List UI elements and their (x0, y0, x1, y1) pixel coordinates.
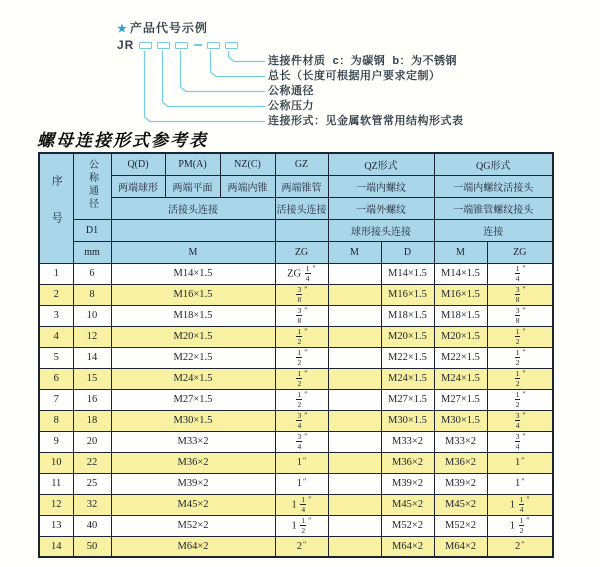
cell-gz: 1″ (275, 452, 328, 473)
cell-m: M20×1.5 (111, 326, 275, 347)
header-col-qg: QG形式 (434, 153, 553, 175)
cell-qz_m (328, 431, 381, 452)
cell-qg_zg: 1 $\frac{1}{2}$ ″ (487, 515, 553, 536)
cell-m: M36×2 (111, 452, 275, 473)
cell-qg_zg: 1 $\frac{1}{4}$ ″ (487, 494, 553, 515)
table-body (39, 263, 553, 557)
cell-gz: $\frac{1}{2}$ ″ (275, 389, 328, 410)
cell-no: 11 (39, 473, 73, 494)
cell-mm: 40 (73, 515, 111, 536)
header-diameter-text: 公称通径 (86, 158, 98, 211)
table-row (39, 263, 553, 284)
star-icon: ★ (117, 23, 128, 35)
header-d1: D1 (73, 219, 111, 241)
cell-qz_m (328, 284, 381, 305)
cell-no: 2 (39, 284, 73, 305)
table-row (39, 368, 553, 389)
header-seq (39, 153, 73, 263)
cell-mm: 32 (73, 494, 111, 515)
header-gz-sub2: 活接头连接 (275, 197, 328, 219)
cell-qg_zg: 1″ (487, 452, 553, 473)
cell-mm: 15 (73, 368, 111, 389)
cell-qg_m: M18×1.5 (434, 305, 487, 326)
product-code-heading-text: 产品代号示例 (129, 21, 208, 35)
cell-qz_m (328, 536, 381, 557)
header-seq-text: 序号 (50, 174, 63, 249)
cell-no: 12 (39, 494, 73, 515)
cell-qg_m: M30×1.5 (434, 410, 487, 431)
header-nz-sub: 两端内锥 (220, 175, 275, 197)
header-blank-a (111, 219, 275, 241)
code-label-pressure: 公称压力 (268, 100, 314, 112)
cell-qz_m (328, 473, 381, 494)
cell-qz_m (328, 347, 381, 368)
cell-m: M30×1.5 (111, 410, 275, 431)
cell-qz_m (328, 515, 381, 536)
cell-m: M33×2 (111, 431, 275, 452)
cell-mm: 6 (73, 263, 111, 284)
cell-qz_d: M52×2 (381, 515, 434, 536)
cell-gz: $\frac{3}{4}$ ″ (275, 431, 328, 452)
table-row (39, 284, 553, 305)
cell-mm: 12 (73, 326, 111, 347)
table-row (39, 347, 553, 368)
header-qz-m: M (328, 241, 381, 263)
cell-qz_d: M30×1.5 (381, 410, 434, 431)
cell-qg_m: M14×1.5 (434, 263, 487, 284)
cell-qz_m (328, 494, 381, 515)
cell-qz_d: M27×1.5 (381, 389, 434, 410)
cell-no: 1 (39, 263, 73, 284)
cell-qz_m (328, 452, 381, 473)
header-gz-sub: 两端锥管 (275, 175, 328, 197)
cell-mm: 10 (73, 305, 111, 326)
cell-qg_zg: $\frac{1}{2}$ ″ (487, 347, 553, 368)
header-union-conn: 活接头连接 (111, 197, 275, 219)
cell-qg_zg: 2″ (487, 536, 553, 557)
cell-qg_zg: $\frac{3}{4}$ ″ (487, 431, 553, 452)
reference-table (38, 152, 554, 558)
cell-gz: $\frac{1}{2}$ ″ (275, 326, 328, 347)
cell-qz_d: M64×2 (381, 536, 434, 557)
cell-no: 8 (39, 410, 73, 431)
code-label-material: 连接件材质 c：为碳钢 b：为不锈钢 (268, 55, 458, 67)
cell-qz_d: M39×2 (381, 473, 434, 494)
table-row (39, 494, 553, 515)
header-qz-sub3: 球形接头连接 (328, 219, 434, 241)
cell-qg_zg: $\frac{3}{8}$ ″ (487, 305, 553, 326)
cell-mm: 20 (73, 431, 111, 452)
header-qz-sub: 一端内螺纹 (328, 175, 434, 197)
table-row (39, 410, 553, 431)
cell-m: M22×1.5 (111, 347, 275, 368)
cell-no: 13 (39, 515, 73, 536)
table-row (39, 473, 553, 494)
cell-qz_d: M36×2 (381, 452, 434, 473)
cell-qz_m (328, 305, 381, 326)
table-row (39, 431, 553, 452)
table-row (39, 389, 553, 410)
header-col-pm: PM(A) (165, 153, 220, 175)
cell-qg_m: M52×2 (434, 515, 487, 536)
cell-qz_d: M16×1.5 (381, 284, 434, 305)
header-col-nz: NZ(C) (220, 153, 275, 175)
cell-gz: 1 $\frac{1}{4}$ ″ (275, 494, 328, 515)
header-qg-zg: ZG (487, 241, 553, 263)
code-labels (268, 54, 464, 129)
cell-m: M45×2 (111, 494, 275, 515)
cell-qg_m: M39×2 (434, 473, 487, 494)
cell-gz: $\frac{1}{2}$ ″ (275, 347, 328, 368)
cell-mm: 25 (73, 473, 111, 494)
table-row (39, 536, 553, 557)
cell-qg_m: M24×1.5 (434, 368, 487, 389)
cell-qz_d: M20×1.5 (381, 326, 434, 347)
table-row (39, 305, 553, 326)
cell-qz_m (328, 368, 381, 389)
header-qz-d: D (381, 241, 434, 263)
cell-mm: 50 (73, 536, 111, 557)
code-label-diameter: 公称通径 (268, 85, 314, 97)
cell-gz: 1 $\frac{1}{2}$ ″ (275, 515, 328, 536)
cell-m: M64×2 (111, 536, 275, 557)
code-label-length: 总长（长度可根据用户要求定制） (268, 70, 441, 82)
table-header (39, 153, 553, 263)
cell-m: M27×1.5 (111, 389, 275, 410)
cell-mm: 16 (73, 389, 111, 410)
cell-qz_m (328, 263, 381, 284)
cell-no: 3 (39, 305, 73, 326)
table-row (39, 452, 553, 473)
cell-qg_zg: $\frac{1}{2}$ ″ (487, 326, 553, 347)
cell-mm: 18 (73, 410, 111, 431)
code-label-connection: 连接形式：见金属软管常用结构形式表 (268, 115, 464, 127)
cell-gz: $\frac{1}{2}$ ″ (275, 368, 328, 389)
header-zg: ZG (275, 241, 328, 263)
cell-no: 5 (39, 347, 73, 368)
header-qg-m: M (434, 241, 487, 263)
cell-qz_d: M18×1.5 (381, 305, 434, 326)
cell-qg_zg: $\frac{3}{8}$ ″ (487, 284, 553, 305)
table-row (39, 326, 553, 347)
cell-qz_d: M24×1.5 (381, 368, 434, 389)
cell-gz: $\frac{3}{4}$ ″ (275, 410, 328, 431)
header-q-sub: 两端球形 (111, 175, 165, 197)
table-title: 螺母连接形式参考表 (37, 131, 208, 151)
cell-no: 9 (39, 431, 73, 452)
cell-no: 4 (39, 326, 73, 347)
header-col-q: Q(D) (111, 153, 165, 175)
cell-gz: ZG $\frac{1}{4}$ ″ (275, 263, 328, 284)
cell-qz_d: M14×1.5 (381, 263, 434, 284)
header-blank-b (275, 219, 328, 241)
cell-qg_m: M16×1.5 (434, 284, 487, 305)
cell-gz: 1″ (275, 473, 328, 494)
cell-qz_d: M22×1.5 (381, 347, 434, 368)
code-prefix: JR (117, 38, 135, 52)
cell-m: M14×1.5 (111, 263, 275, 284)
cell-gz: $\frac{3}{8}$ ″ (275, 284, 328, 305)
cell-qz_m (328, 389, 381, 410)
cell-qg_zg: $\frac{1}{2}$ ″ (487, 368, 553, 389)
cell-qg_m: M64×2 (434, 536, 487, 557)
cell-qg_m: M27×1.5 (434, 389, 487, 410)
cell-qg_m: M45×2 (434, 494, 487, 515)
header-mm: mm (73, 241, 111, 263)
cell-no: 7 (39, 389, 73, 410)
table-row (39, 515, 553, 536)
cell-gz: 2″ (275, 536, 328, 557)
cell-no: 14 (39, 536, 73, 557)
header-col-qz: QZ形式 (328, 153, 434, 175)
header-col-gz: GZ (275, 153, 328, 175)
header-qg-sub: 一端内螺纹活接头 (434, 175, 553, 197)
cell-qg_zg: 1″ (487, 473, 553, 494)
header-m: M (111, 241, 275, 263)
cell-mm: 14 (73, 347, 111, 368)
header-pm-sub: 两端平面 (165, 175, 220, 197)
cell-m: M18×1.5 (111, 305, 275, 326)
cell-no: 6 (39, 368, 73, 389)
cell-qg_m: M36×2 (434, 452, 487, 473)
cell-qz_m (328, 410, 381, 431)
header-qg-sub2: 一端锥管螺纹接头 (434, 197, 553, 219)
cell-no: 10 (39, 452, 73, 473)
cell-qg_zg: $\frac{3}{4}$ ″ (487, 410, 553, 431)
cell-qg_m: M22×1.5 (434, 347, 487, 368)
cell-mm: 22 (73, 452, 111, 473)
cell-qg_zg: $\frac{1}{4}$ ″ (487, 263, 553, 284)
cell-qz_d: M33×2 (381, 431, 434, 452)
cell-m: M39×2 (111, 473, 275, 494)
cell-qg_m: M20×1.5 (434, 326, 487, 347)
cell-m: M52×2 (111, 515, 275, 536)
cell-m: M24×1.5 (111, 368, 275, 389)
header-qg-sub3: 连接 (434, 219, 553, 241)
cell-qg_zg: $\frac{1}{2}$ ″ (487, 389, 553, 410)
header-diameter (73, 153, 111, 219)
cell-qz_d: M45×2 (381, 494, 434, 515)
cell-gz: $\frac{3}{8}$ ″ (275, 305, 328, 326)
header-qz-sub2: 一端外螺纹 (328, 197, 434, 219)
cell-qz_m (328, 326, 381, 347)
cell-qg_m: M33×2 (434, 431, 487, 452)
cell-m: M16×1.5 (111, 284, 275, 305)
cell-mm: 8 (73, 284, 111, 305)
